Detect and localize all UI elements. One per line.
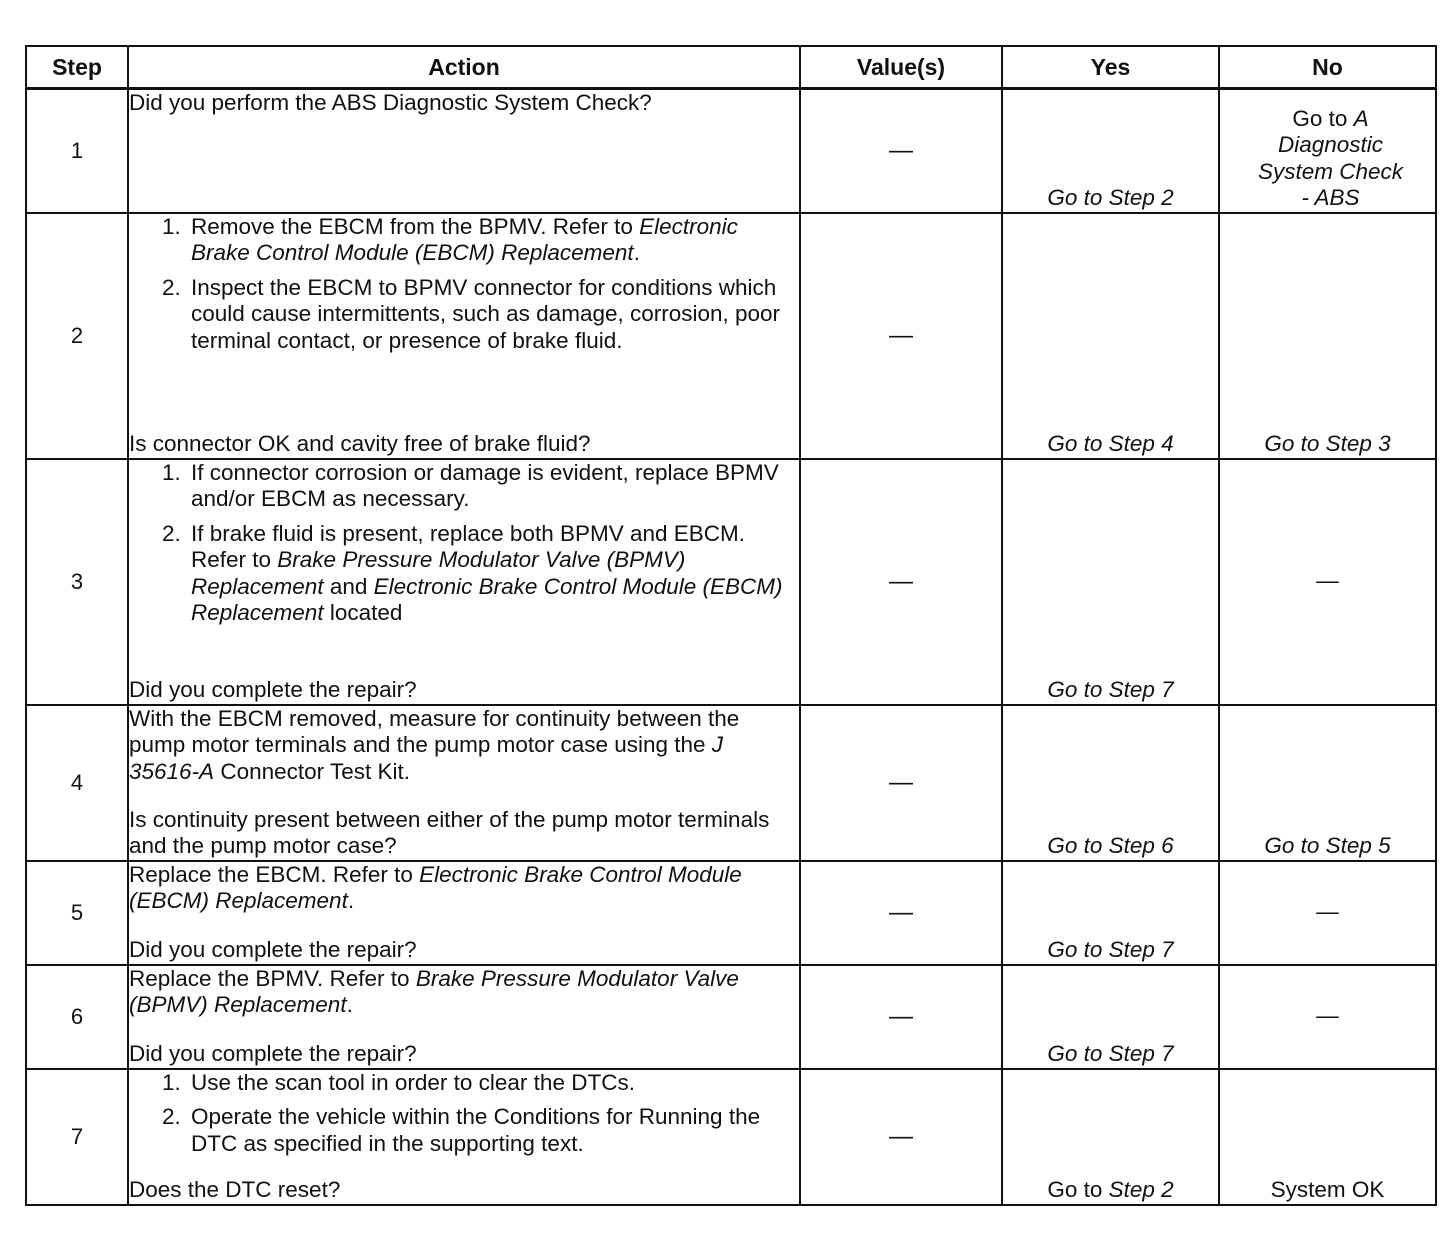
action-question: Does the DTC reset? — [129, 1177, 341, 1202]
yes-link[interactable]: Go to Step 6 — [1047, 833, 1174, 858]
yes-cell[interactable] — [1002, 459, 1219, 705]
reference-link[interactable]: Electronic Brake Control Module (EBCM) Replacement — [129, 861, 742, 913]
yes-cell[interactable] — [1002, 965, 1219, 1069]
table-row — [26, 459, 1436, 705]
step-number: 1 — [26, 89, 128, 213]
tool-reference: J 35616-A — [129, 732, 724, 784]
yes-prefix: Go to — [1047, 1177, 1109, 1202]
header-action: Action — [128, 46, 800, 89]
no-cell[interactable] — [1219, 213, 1436, 459]
no-cell[interactable] — [1219, 89, 1436, 213]
no-cell: System OK — [1219, 1069, 1436, 1205]
yes-link[interactable]: Go to Step 2 — [1047, 185, 1174, 210]
action-question: Is connector OK and cavity free of brake fluid? — [129, 431, 591, 456]
header-values: Value(s) — [800, 46, 1002, 89]
action-steps — [129, 460, 799, 635]
action-steps — [129, 1070, 799, 1166]
step-number: 5 — [26, 861, 128, 965]
action-question: Did you complete the repair? — [129, 677, 417, 702]
action-step-item: 1. Remove the EBCM from the BPMV. Refer to Electronic Brake Control Module (EBCM) Replacement. — [187, 214, 799, 267]
yes-link[interactable]: Go to Step 7 — [1047, 937, 1174, 962]
no-link[interactable]: Go to Step 5 — [1264, 833, 1391, 858]
no-cell: — — [1219, 459, 1436, 705]
action-cell — [128, 705, 800, 861]
reference-link[interactable]: Electronic Brake Control Module (EBCM) Replacement — [191, 573, 783, 625]
reference-link[interactable]: Brake Pressure Modulator Valve (BPMV) Replacement — [191, 547, 686, 599]
value-cell: — — [800, 861, 1002, 965]
action-step-item: 1. Use the scan tool in order to clear the DTCs. — [187, 1070, 799, 1097]
action-cell — [128, 1069, 800, 1205]
action-paragraph: Replace the EBCM. Refer to Electronic Brake Control Module (EBCM) Replacement. — [129, 861, 742, 913]
action-cell — [128, 459, 800, 705]
action-step-item: 2. Operate the vehicle within the Conditions for Running the DTC as specified in the supporting text. — [187, 1104, 799, 1157]
step-number: 7 — [26, 1069, 128, 1205]
header-step: Step — [26, 46, 128, 89]
action-question: Is continuity present between either of the pump motor terminals and the pump motor case? — [129, 806, 770, 858]
action-paragraph: With the EBCM removed, measure for continuity between the pump motor terminals and the pump motor case using the J 35616-A Connector Test Kit. — [129, 705, 740, 784]
yes-link[interactable]: Go to Step 7 — [1047, 1041, 1174, 1066]
no-link[interactable]: Go to Step 3 — [1264, 431, 1391, 456]
value-cell: — — [800, 213, 1002, 459]
yes-link[interactable]: Step 2 — [1108, 1177, 1174, 1202]
table-row — [26, 861, 1436, 965]
action-cell — [128, 213, 800, 459]
value-cell: — — [800, 965, 1002, 1069]
no-link[interactable]: A Diagnostic System Check - ABS — [1257, 105, 1404, 210]
reference-link[interactable]: Brake Pressure Modulator Valve (BPMV) Replacement — [129, 965, 739, 1017]
step-number: 2 — [26, 213, 128, 459]
no-cell[interactable] — [1219, 705, 1436, 861]
value-cell: — — [800, 705, 1002, 861]
action-step-item: 1. If connector corrosion or damage is evident, replace BPMV and/or EBCM as necessary. — [187, 460, 799, 513]
table-row — [26, 705, 1436, 861]
table-row — [26, 213, 1436, 459]
yes-cell[interactable] — [1002, 213, 1219, 459]
yes-cell[interactable] — [1002, 89, 1219, 213]
step-number: 6 — [26, 965, 128, 1069]
value-cell: — — [800, 89, 1002, 213]
action-step-item: 2. If brake fluid is present, replace both BPMV and EBCM. Refer to Brake Pressure Modulator Valve (BPMV) Replacement and Electronic Brake Control Module (EBCM) Replacement located — [187, 521, 799, 627]
yes-cell[interactable] — [1002, 705, 1219, 861]
table-row — [26, 965, 1436, 1069]
action-question: Did you perform the ABS Diagnostic System Check? — [129, 90, 652, 115]
action-question: Did you complete the repair? — [129, 1041, 417, 1066]
value-cell: — — [800, 1069, 1002, 1205]
no-prefix: Go to — [1292, 105, 1354, 131]
action-step-item: 2. Inspect the EBCM to BPMV connector for conditions which could cause intermittents, such as damage, corrosion, poor terminal contact, or presence of brake fluid. — [187, 275, 799, 355]
step-number: 4 — [26, 705, 128, 861]
step-number: 3 — [26, 459, 128, 705]
yes-cell[interactable] — [1002, 1069, 1219, 1205]
diagnostic-table — [25, 45, 1437, 1206]
yes-link[interactable]: Go to Step 4 — [1047, 431, 1174, 456]
table-row — [26, 89, 1436, 213]
yes-cell[interactable] — [1002, 861, 1219, 965]
action-cell — [128, 965, 800, 1069]
header-yes: Yes — [1002, 46, 1219, 89]
action-cell — [128, 861, 800, 965]
yes-link[interactable]: Go to Step 7 — [1047, 677, 1174, 702]
table-row — [26, 1069, 1436, 1205]
no-cell: — — [1219, 861, 1436, 965]
header-row — [26, 46, 1436, 89]
value-cell: — — [800, 459, 1002, 705]
action-steps — [129, 214, 799, 363]
action-cell — [128, 89, 800, 213]
header-no: No — [1219, 46, 1436, 89]
reference-link[interactable]: Electronic Brake Control Module (EBCM) Replacement — [191, 213, 738, 265]
action-paragraph: Replace the BPMV. Refer to Brake Pressure Modulator Valve (BPMV) Replacement. — [129, 965, 739, 1017]
action-question: Did you complete the repair? — [129, 937, 417, 962]
no-cell: — — [1219, 965, 1436, 1069]
